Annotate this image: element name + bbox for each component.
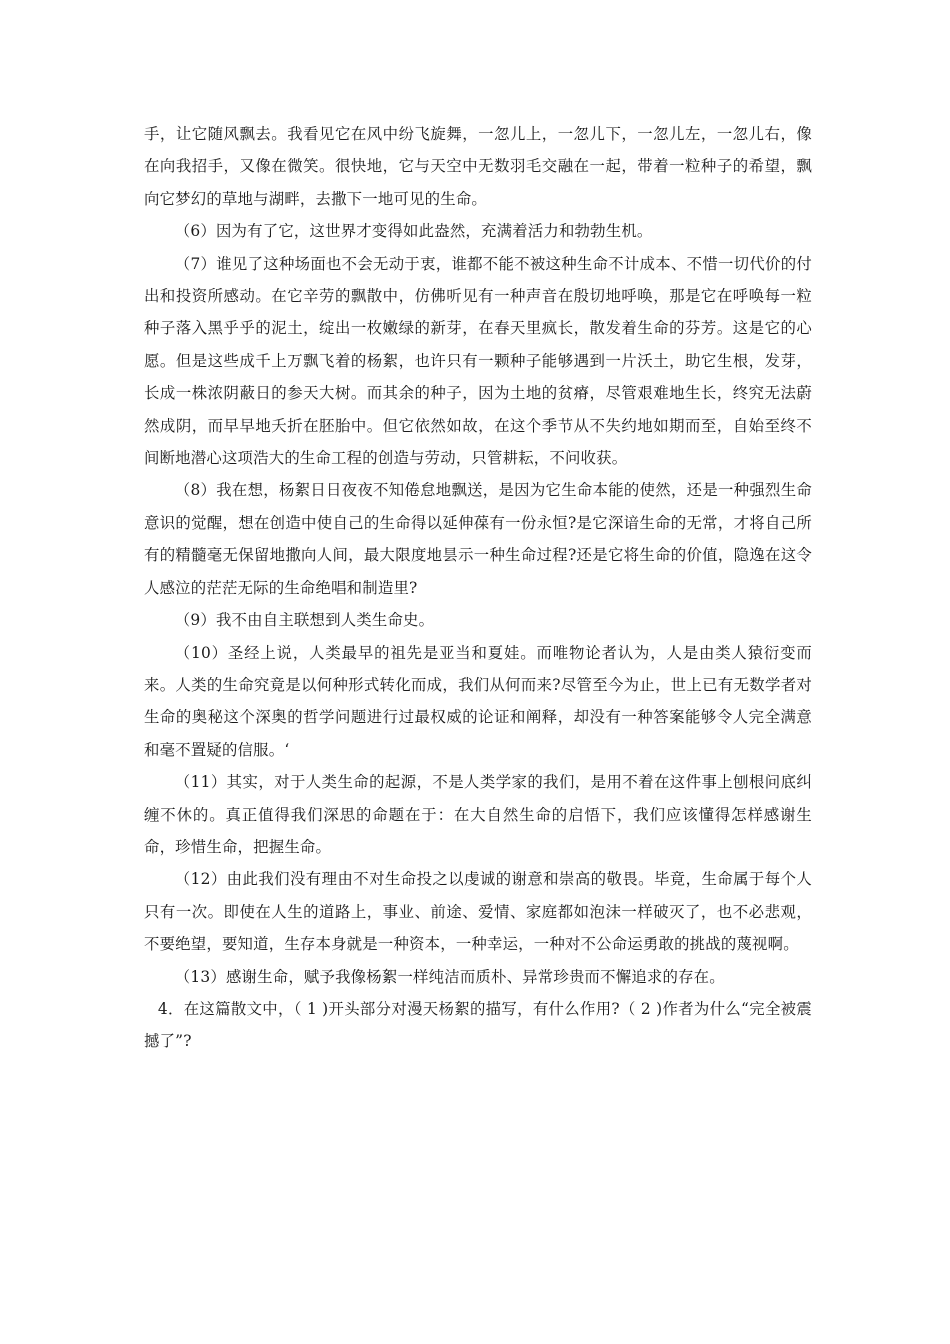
paragraph-12: （12）由此我们没有理由不对生命投之以虔诚的谢意和崇高的敬畏。毕竟，生命属于每个人只有一次。即使在人生的道路上，事业、前途、爱情、家庭都如泡沫一样破灭了，也不必悲观，不要绝望，要知道，生存本身就是一种资本，一种幸运，一种对不公命运勇敢的挑战的蔑视啊。 <box>144 870 812 954</box>
paragraph-8: （8）我在想，杨絮日日夜夜不知倦怠地飘送，是因为它生命本能的使然，还是一种强烈生命意识的觉醒，想在创造中使自己的生命得以延伸葆有一份永恒?是它深谙生命的无常，才将自己所有的精髓毫无保留地撒向人间，最大限度地昙示一种生命过程?还是它将生命的价值，隐逸在这令人感泣的茫茫无际的生命绝唱和制造里? <box>144 481 812 597</box>
paragraph-7: （7）谁见了这种场面也不会无动于衷，谁都不能不被这种生命不计成本、不惜一切代价的付出和投资所感动。在它辛劳的飘散中，仿佛听见有一种声音在殷切地呼唤，那是它在呼唤每一粒种子落入黑乎乎的泥土，绽出一枚嫩绿的新芽，在春天里疯长，散发着生命的芬芳。这是它的心愿。但是这些成千上万飘飞着的杨絮，也许只有一颗种子能够遇到一片沃土，助它生根，发芽，长成一株浓阴蔽日的参天大树。而其余的种子，因为土地的贫瘠，尽管艰难地生长，终究无法蔚然成阴，而早早地夭折在胚胎中。但它依然如故，在这个季节从不失约地如期而至，自始至终不间断地潜心这项浩大的生命工程的创造与劳动，只管耕耘，不问收获。 <box>144 254 812 468</box>
question-4: 4．在这篇散文中，（ 1 )开头部分对漫天杨絮的描写，有什么作用?（ 2 )作者为什么“完全被震撼了”? <box>144 999 812 1051</box>
paragraph-5-continuation: 手，让它随风飘去。我看见它在风中纷飞旋舞，一忽儿上，一忽儿下，一忽儿左，一忽儿右，像在向我招手，又像在微笑。很快地，它与天空中无数羽毛交融在一起，带着一粒种子的希望，飘向它梦幻的草地与湖畔，去撒下一地可见的生命。 <box>144 125 812 208</box>
paragraph-13: （13）感谢生命，赋予我像杨絮一样纯洁而质朴、异常珍贵而不懈追求的存在。 <box>174 967 725 986</box>
paragraph-9: （9）我不由自主联想到人类生命史。 <box>174 611 435 630</box>
article-body <box>144 118 812 1058</box>
paragraph-11: （11）其实，对于人类生命的起源，不是人类学家的我们，是用不着在这件事上刨根问底纠缠不休的。真正值得我们深思的命题在于：在大自然生命的启悟下，我们应该懂得怎样感谢生命，珍惜生命，把握生命。 <box>144 773 812 856</box>
paragraph-6: （6）因为有了它，这世界才变得如此盎然，充满着活力和勃勃生机。 <box>174 222 653 241</box>
paragraph-10: （10）圣经上说，人类最早的祖先是亚当和夏娃。而唯物论者认为，人是由类人猿衍变而来。人类的生命究竟是以何种形式转化而成，我们从何而来?尽管至今为止，世上已有无数学者对生命的奥秘这个深奥的哲学问题进行过最权威的论证和阐释，却没有一种答案能够令人完全满意和毫不置疑的信服。‘ <box>144 643 812 759</box>
